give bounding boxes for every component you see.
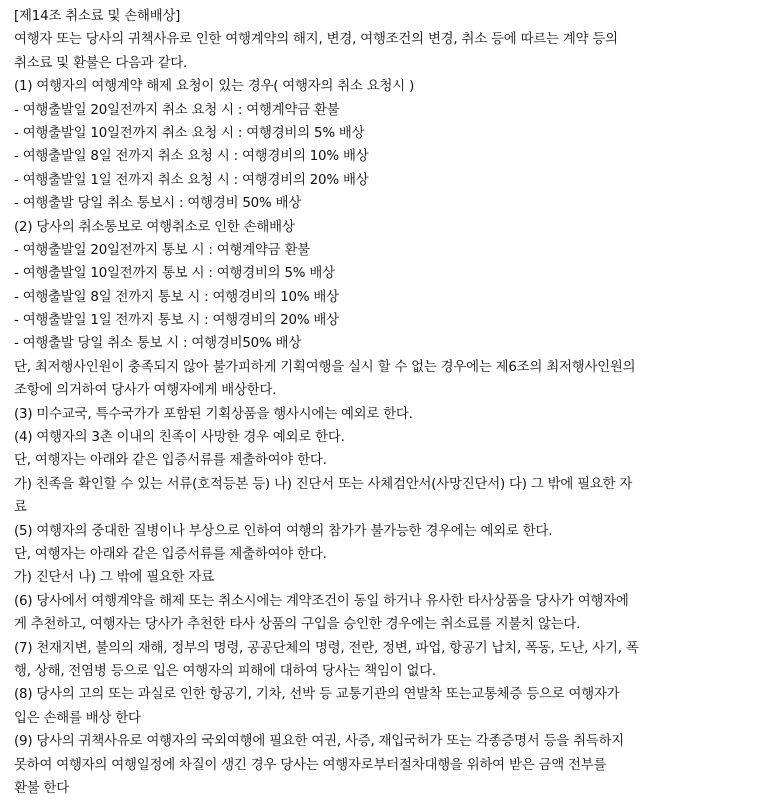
- paragraph-line: 취소료 및 환불은 다음과 같다.: [14, 55, 188, 71]
- list-item: - 여행출발일 20일전까지 통보 시 : 여행계약금 환불: [14, 242, 310, 258]
- paragraph-line: 입은 손해를 배상 한다: [14, 710, 141, 726]
- paragraph-line: 료: [14, 500, 27, 516]
- paragraph-line: 단, 여행자는 아래와 같은 입증서류를 제출하여야 한다.: [14, 546, 327, 562]
- paragraph-line: 게 추천하고, 여행자는 당사가 추천한 타사 상품의 구입을 승인한 경우에는 취소료를 지불치 않는다.: [14, 617, 581, 633]
- list-item: - 여행출발일 20일전까지 취소 요청 시 : 여행계약금 환불: [14, 102, 340, 118]
- list-item: - 여행출발일 1일 전까지 통보 시 : 여행경비의 20% 배상: [14, 313, 339, 329]
- section-heading: (6) 당사에서 여행계약을 해제 또는 취소시에는 계약조건이 동일 하거나 유사한 타사상품을 당사가 여행자에: [14, 593, 629, 609]
- paragraph-line: 환불 한다: [14, 780, 69, 796]
- list-item: - 여행출발일 10일전까지 통보 시 : 여행경비의 5% 배상: [14, 266, 335, 282]
- section-heading: (5) 여행자의 중대한 질병이나 부상으로 인하여 여행의 참가가 불가능한 경우에는 예외로 한다.: [14, 523, 553, 539]
- section-heading: (1) 여행자의 여행계약 해제 요청이 있는 경우( 여행자의 취소 요청시 ): [14, 79, 415, 95]
- list-item: - 여행출발일 8일 전까지 취소 요청 시 : 여행경비의 10% 배상: [14, 149, 369, 165]
- paragraph-line: 못하여 여행자의 여행일정에 차질이 생긴 경우 당사는 여행자로부터절차대행을 위하여 받은 금액 전부를: [14, 757, 607, 773]
- section-heading: (9) 당사의 귀책사유로 여행자의 국외여행에 필요한 여권, 사증, 재입국허가 또는 각종증명서 등을 취득하지: [14, 734, 625, 750]
- section-heading: (3) 미수교국, 특수국가가 포함된 기획상품을 행사시에는 예외로 한다.: [14, 406, 413, 422]
- paragraph-line: 가) 친족을 확인할 수 있는 서류(호적등본 등) 나) 진단서 또는 사체검안서(사망진단서) 다) 그 밖에 필요한 자: [14, 476, 633, 492]
- paragraph-line: 행, 상해, 전염병 등으로 입은 여행자의 피해에 대하여 당사는 책임이 없다.: [14, 663, 437, 679]
- section-heading: (4) 여행자의 3촌 이내의 친족이 사망한 경우 예외로 한다.: [14, 430, 345, 446]
- list-item: - 여행출발일 10일전까지 취소 요청 시 : 여행경비의 5% 배상: [14, 125, 365, 141]
- list-item: - 여행출발일 1일 전까지 취소 요청 시 : 여행경비의 20% 배상: [14, 172, 369, 188]
- list-item: - 여행출발 당일 취소 통보시 : 여행경비 50% 배상: [14, 196, 302, 212]
- section-heading: (7) 천재지변, 불의의 재해, 정부의 명령, 공공단체의 명령, 전란, 정변, 파업, 항공기 납치, 폭동, 도난, 사기, 폭: [14, 640, 639, 656]
- paragraph-line: 단, 최저행사인원이 충족되지 않아 불가피하게 기획여행을 실시 할 수 없는 경우에는 제6조의 최저행사인원의: [14, 359, 636, 375]
- list-item: - 여행출발일 8일 전까지 통보 시 : 여행경비의 10% 배상: [14, 289, 339, 305]
- list-item: - 여행출발 당일 취소 통보 시 : 여행경비50% 배상: [14, 336, 302, 352]
- section-heading: (2) 당사의 취소통보로 여행취소로 인한 손해배상: [14, 219, 295, 235]
- article-title: [제14조 취소료 및 손해배상]: [14, 9, 181, 24]
- paragraph-line: 여행자 또는 당사의 귀책사유로 인한 여행계약의 해지, 변경, 여행조건의 변경, 취소 등에 따르는 계약 등의: [14, 32, 618, 48]
- paragraph-line: 단, 여행자는 아래와 같은 입증서류를 제출하여야 한다.: [14, 453, 327, 469]
- terms-document: [14, 5, 766, 800]
- section-heading: (8) 당사의 고의 또는 과실로 인한 항공기, 기차, 선박 등 교통기관의 연발착 또는교통체증 등으로 여행자가: [14, 687, 620, 703]
- paragraph-line: 조항에 의거하여 당사가 여행자에게 배상한다.: [14, 383, 277, 399]
- paragraph-line: 가) 진단서 나) 그 밖에 필요한 자료: [14, 570, 214, 586]
